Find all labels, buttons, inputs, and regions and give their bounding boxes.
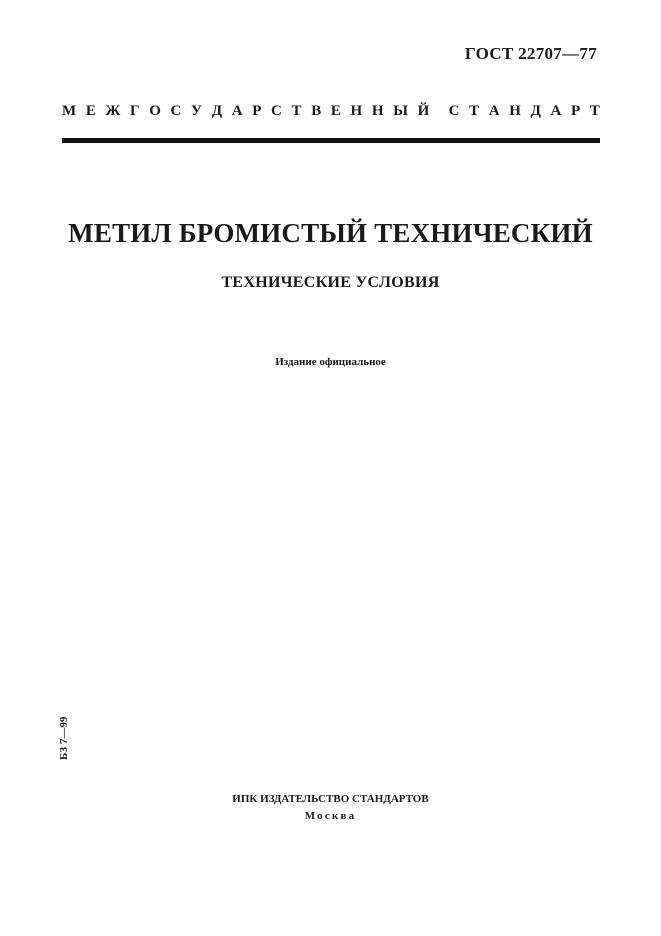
heading-letter: Н <box>371 103 384 119</box>
document-subtitle: ТЕХНИЧЕСКИЕ УСЛОВИЯ <box>221 274 440 291</box>
heading-letter: Й <box>417 103 430 119</box>
edition-note: Издание официальное <box>275 356 386 368</box>
heading-letter: Н <box>350 103 363 119</box>
publisher-city: Москва <box>304 810 357 822</box>
heading-letter: С <box>448 103 460 119</box>
heading-letter: Т <box>469 103 480 119</box>
document-number: ГОСТ 22707—77 <box>464 44 597 63</box>
heading-letter: Т <box>589 103 600 119</box>
heading-letter: Е <box>330 103 341 119</box>
heading-letter: В <box>311 103 322 119</box>
document-title: МЕТИЛ БРОМИСТЫЙ ТЕХНИЧЕСКИЙ <box>68 218 593 248</box>
side-code: БЗ 7—99 <box>58 716 70 760</box>
heading-letter: Н <box>509 103 521 119</box>
heading-letter: Ж <box>105 103 121 119</box>
heading-letter: Ы <box>393 103 408 119</box>
publisher-name: ИПК ИЗДАТЕЛЬСТВО СТАНДАРТОВ <box>232 793 429 805</box>
heading-letter: С <box>271 103 282 119</box>
heading-letter: С <box>170 103 182 119</box>
heading-letter: А <box>488 103 500 119</box>
heading-letter: Р <box>571 103 581 119</box>
heading-letter: Р <box>252 103 262 119</box>
heading-letter: Е <box>85 103 96 119</box>
standard-type-heading <box>62 103 600 120</box>
heading-letter: Д <box>211 103 223 119</box>
heading-letter: А <box>550 103 562 119</box>
heading-letter: Д <box>530 103 541 119</box>
heading-letter: М <box>62 103 77 119</box>
heading-letter: У <box>191 103 203 119</box>
heading-letter: О <box>149 103 161 119</box>
heading-letter: Г <box>130 103 140 119</box>
heading-letter: А <box>231 103 243 119</box>
heading-letter: Т <box>291 103 302 119</box>
header-rule <box>62 138 600 143</box>
